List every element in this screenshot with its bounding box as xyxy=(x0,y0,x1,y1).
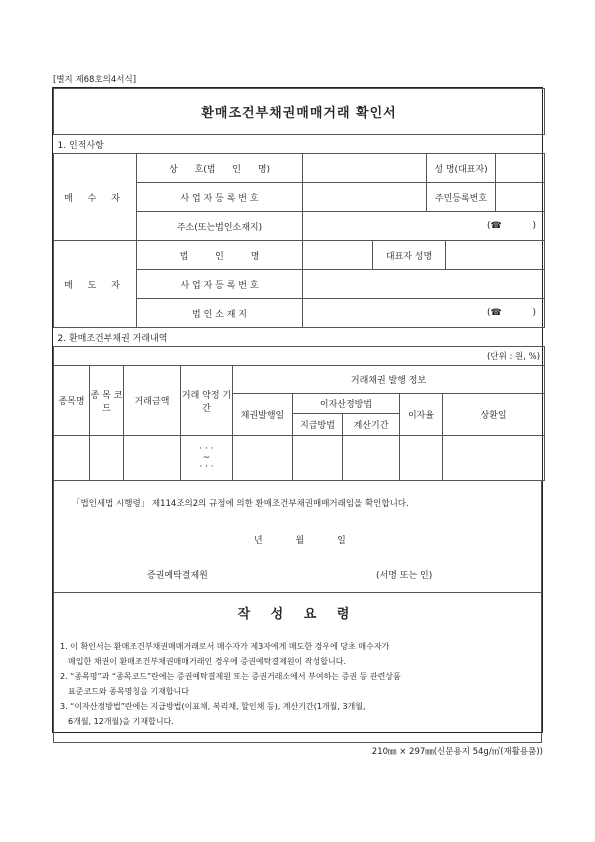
section2-heading: 2. 환매조건부채권 거래내역 xyxy=(54,328,545,347)
seller-business-number-field[interactable] xyxy=(303,270,545,299)
period-cell[interactable] xyxy=(181,436,233,481)
period-end-placeholder: · · · xyxy=(199,461,214,472)
guide-item-2: 2. “종목명”과 “종목코드”란에는 증권예탁결제원 또는 증권거래소에서 부여하는 증권 등 관련상품 xyxy=(60,672,401,681)
section1-heading: 1. 인적사항 xyxy=(54,135,545,154)
seller-corp-name-field[interactable] xyxy=(303,241,373,270)
unit-note: (단위 : 원, %) xyxy=(54,347,545,366)
buyer-address-label: 주소(또는법인소재지) xyxy=(137,212,303,241)
payment-method-cell[interactable] xyxy=(293,436,343,481)
form-table xyxy=(53,88,545,366)
period-header: 거래 약정 기간 xyxy=(181,366,233,436)
interest-method-header: 이자산정방법 xyxy=(293,394,400,414)
paper-spec: 210㎜ × 297㎜(신문용지 54g/㎡(재활용품)) xyxy=(371,747,543,757)
guide-items xyxy=(60,640,535,730)
guide-item-2-cont: 표준코드와 종목명칭을 기재합니다 xyxy=(68,687,190,696)
interest-rate-header: 이자율 xyxy=(400,394,443,436)
seller-representative-field[interactable] xyxy=(446,241,545,270)
item-name-cell[interactable] xyxy=(54,436,90,481)
seller-location-label: 법 인 소 재 지 xyxy=(137,299,303,328)
issue-date-cell[interactable] xyxy=(233,436,293,481)
seller-corp-name-label: 법 인 명 xyxy=(137,241,303,270)
guide-item-1: 1. 이 확인서는 환매조건부채권매매거래로서 매수자가 제3자에게 매도한 경우에 당초 매수자가 xyxy=(60,642,390,651)
buyer-resident-number-label: 주민등록번호 xyxy=(427,183,496,212)
issue-date-header: 채권발행일 xyxy=(233,394,293,436)
calc-period-header: 계산기간 xyxy=(343,414,400,436)
period-start-placeholder: · · · xyxy=(199,443,214,454)
buyer-representative-label: 성 명(대표자) xyxy=(427,154,496,183)
declaration-text: 「법인세법 시행령」 제114조의2의 규정에 의한 환매조건부채권매매거래임을 확인합니다. xyxy=(72,499,409,509)
transaction-table xyxy=(53,365,545,481)
guide-item-3-cont: 6개월, 12개월)을 기재합니다. xyxy=(68,717,174,726)
guide-title: 작 성 요 령 xyxy=(237,607,358,622)
seller-role-label: 매 도 자 xyxy=(54,241,137,328)
amount-header: 거래금액 xyxy=(124,366,181,436)
seller-business-number-label: 사 업 자 등 록 번 호 xyxy=(137,270,303,299)
form-number-label: [별지 제68호의4서식] xyxy=(53,75,137,85)
item-code-cell[interactable] xyxy=(90,436,124,481)
declaration-date: 년 월 일 xyxy=(254,536,346,546)
bond-info-header: 거래채권 발행 정보 xyxy=(233,366,545,394)
amount-cell[interactable] xyxy=(124,436,181,481)
calc-period-cell[interactable] xyxy=(343,436,400,481)
maturity-cell[interactable] xyxy=(443,436,545,481)
seller-representative-label: 대표자 성명 xyxy=(373,241,446,270)
confirmation-form xyxy=(52,87,543,733)
maturity-header: 상환일 xyxy=(443,394,545,436)
declaration-block xyxy=(53,481,542,593)
signature-placeholder[interactable]: (서명 또는 인) xyxy=(376,571,433,581)
buyer-resident-number-field[interactable] xyxy=(496,183,545,212)
seller-phone-field[interactable]: (☎ ) xyxy=(303,299,545,328)
buyer-company-name-field[interactable] xyxy=(303,154,427,183)
item-code-header: 종 목 코 드 xyxy=(90,366,124,436)
payment-method-header: 지급방법 xyxy=(293,414,343,436)
buyer-business-number-label: 사 업 자 등 록 번 호 xyxy=(137,183,303,212)
form-title: 환매조건부채권매매거래 확인서 xyxy=(54,89,545,135)
period-tilde: ~ xyxy=(202,452,211,463)
item-name-header: 종목명 xyxy=(54,366,90,436)
guide-item-1-cont: 매입한 채권이 환매조건부채권매매거래인 경우에 증권예탁결제원이 작성합니다. xyxy=(68,657,347,666)
buyer-company-name-label: 상 호(법 인 명) xyxy=(137,154,303,183)
guide-item-3: 3. “이자산정방법”란에는 지급방법(이표채, 복리채, 할인채 등), 계산기간(1개월, 3개월, xyxy=(60,702,366,711)
writing-guide xyxy=(53,593,542,743)
buyer-role-label: 매 수 자 xyxy=(54,154,137,241)
buyer-business-number-field[interactable] xyxy=(303,183,427,212)
signer-name: 증권예탁결제원 xyxy=(147,571,208,581)
buyer-phone-field[interactable]: (☎ ) xyxy=(303,212,545,241)
buyer-representative-field[interactable] xyxy=(496,154,545,183)
transaction-row xyxy=(54,436,545,481)
interest-rate-cell[interactable] xyxy=(400,436,443,481)
